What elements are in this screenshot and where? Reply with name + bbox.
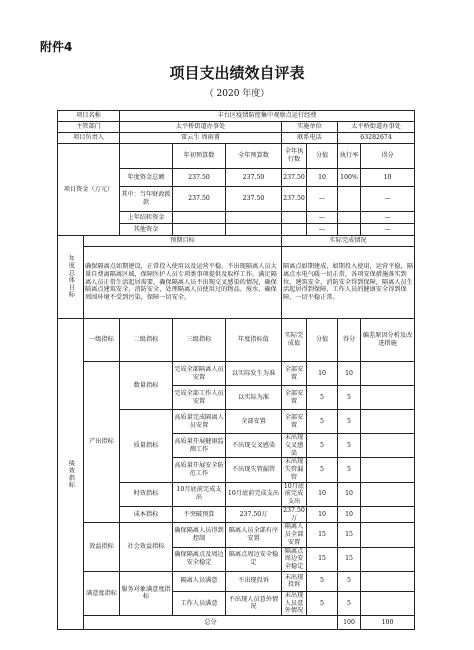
funds-score: 10 bbox=[361, 169, 415, 187]
deviation bbox=[361, 434, 415, 458]
funds-col-executed: 全年执行数 bbox=[282, 144, 307, 169]
actual: 未出现人员意外情况 bbox=[282, 591, 307, 615]
time-label: 时效指标 bbox=[120, 482, 173, 506]
satisfaction-label: 满意度指标 bbox=[84, 571, 120, 615]
target: 不出现失管漏管 bbox=[226, 458, 282, 482]
quantity-label: 数量指标 bbox=[120, 362, 173, 410]
funds-rate: 100% bbox=[338, 169, 361, 187]
actual: 隔离点周边安全稳定 bbox=[282, 547, 307, 571]
col-value: 分值 bbox=[307, 319, 338, 362]
target: 不出现人员意外情况 bbox=[226, 591, 282, 615]
funds-score-value: — bbox=[307, 187, 338, 212]
value: 10 bbox=[307, 362, 338, 386]
funds-annual: 237.50 bbox=[226, 169, 282, 187]
score: 5 bbox=[338, 386, 361, 410]
score: 5 bbox=[338, 434, 361, 458]
target: 不出现交叉感染 bbox=[226, 434, 282, 458]
goals-header-row bbox=[58, 236, 415, 247]
value: 5 bbox=[307, 458, 338, 482]
cost-label: 成本指标 bbox=[120, 506, 173, 523]
funds-score-value: — bbox=[307, 224, 338, 236]
funds-row-label: 其中：当年财政拨款 bbox=[120, 187, 173, 212]
funds-score-value: 10 bbox=[307, 169, 338, 187]
target: 不出现投诉 bbox=[226, 571, 282, 591]
target: 237.50万 bbox=[226, 506, 282, 523]
value: 5 bbox=[307, 410, 338, 434]
goals-section-label: 年度总体目标 bbox=[58, 236, 84, 319]
funds-score: — bbox=[361, 224, 415, 236]
total-label: 总分 bbox=[84, 616, 338, 630]
output-label: 产出指标 bbox=[84, 362, 120, 523]
target: 隔离点周边安全稳定 bbox=[226, 547, 282, 571]
dept-row bbox=[58, 122, 415, 133]
score: 10 bbox=[338, 506, 361, 523]
leader-row bbox=[58, 133, 415, 144]
actual: 未出现交叉感染 bbox=[282, 434, 307, 458]
value: 5 bbox=[307, 591, 338, 615]
score: 10 bbox=[338, 362, 361, 386]
actual: 全部安置 bbox=[282, 410, 307, 434]
deviation bbox=[361, 506, 415, 523]
leader: 雷云生 周雨甫 bbox=[120, 133, 282, 144]
score: 10 bbox=[338, 482, 361, 506]
funds-executed: 237.50 bbox=[282, 187, 307, 212]
l3: 不突破预算 bbox=[173, 506, 226, 523]
actual: 未出现投诉 bbox=[282, 571, 307, 591]
score: 15 bbox=[338, 547, 361, 571]
score: 5 bbox=[338, 458, 361, 482]
total-value: 100 bbox=[338, 616, 361, 630]
funds-annual: 237.50 bbox=[226, 187, 282, 212]
l3: 完成全部隔离人员安置 bbox=[173, 362, 226, 386]
funds-section-label: 项目资金（万元） bbox=[58, 144, 120, 236]
year-label: （ 2020 年度） bbox=[204, 89, 270, 99]
indicators-header-row bbox=[58, 319, 415, 362]
l3: 高质量开展安全防范工作 bbox=[173, 458, 226, 482]
actual: 未出现失管漏管 bbox=[282, 458, 307, 482]
deviation bbox=[361, 571, 415, 591]
funds-score: — bbox=[361, 187, 415, 212]
funds-row-label: 上年结转资金 bbox=[120, 212, 173, 224]
goals-actual-header: 实际完成情况 bbox=[282, 236, 415, 247]
funds-col-initial: 年初预算数 bbox=[173, 144, 226, 169]
funds-col-score-value: 分值 bbox=[307, 144, 338, 169]
actual: 10月底前完成支出 bbox=[282, 482, 307, 506]
funds-col-score: 得分 bbox=[361, 144, 415, 169]
goals-expected-header: 预期目标 bbox=[84, 236, 282, 247]
value: 5 bbox=[307, 386, 338, 410]
total-row bbox=[58, 616, 415, 630]
deviation bbox=[361, 458, 415, 482]
deviation bbox=[361, 591, 415, 615]
col-score: 得分 bbox=[338, 319, 361, 362]
annex-label: 附件4 bbox=[40, 40, 73, 54]
value: 10 bbox=[307, 482, 338, 506]
project-name-label: 项目名称 bbox=[58, 111, 120, 122]
l3: 确保隔离人员得到控制 bbox=[173, 523, 226, 547]
actual: 全部安置 bbox=[282, 386, 307, 410]
col-l3: 三级指标 bbox=[173, 319, 226, 362]
benefit-label: 效益指标 bbox=[84, 523, 120, 572]
funds-row-label: 年度资金总额 bbox=[120, 169, 173, 187]
funds-rate bbox=[338, 212, 361, 224]
funds-initial bbox=[173, 212, 226, 224]
l3: 确保隔离点及周边安全稳定 bbox=[173, 547, 226, 571]
dept-label: 主管部门 bbox=[58, 122, 120, 133]
score: 5 bbox=[338, 591, 361, 615]
phone: 63282674 bbox=[338, 133, 415, 144]
target: 以实际为准 bbox=[226, 386, 282, 410]
indicator-row bbox=[58, 571, 415, 591]
dept: 太平桥街道办事处 bbox=[120, 122, 282, 133]
deviation bbox=[361, 362, 415, 386]
l3: 10月底前完成支出 bbox=[173, 482, 226, 506]
score: 5 bbox=[338, 571, 361, 591]
funds-initial bbox=[173, 224, 226, 236]
l3: 隔离人员满意 bbox=[173, 571, 226, 591]
col-deviation: 偏差原因分析及改进措施 bbox=[361, 319, 415, 362]
funds-annual bbox=[226, 212, 282, 224]
impl-unit: 太平桥街道办事处 bbox=[338, 122, 415, 133]
actual: 隔离人员全部安置 bbox=[282, 523, 307, 547]
score: 5 bbox=[338, 410, 361, 434]
l3: 高质量开展健康监测工作 bbox=[173, 434, 226, 458]
deviation bbox=[361, 410, 415, 434]
value: 15 bbox=[307, 547, 338, 571]
deviation bbox=[361, 547, 415, 571]
funds-executed: 237.50 bbox=[282, 169, 307, 187]
service-label: 服务对象满意度指标 bbox=[120, 571, 173, 615]
funds-header-row bbox=[58, 144, 415, 169]
quality-label: 质量指标 bbox=[120, 410, 173, 483]
project-name: 丰台区疫情防控集中观察点运行经费 bbox=[120, 111, 415, 122]
funds-score-value: — bbox=[307, 212, 338, 224]
value: 15 bbox=[307, 523, 338, 547]
col-l1: 一级指标 bbox=[84, 319, 120, 362]
deviation bbox=[361, 386, 415, 410]
indicators-section-label: 绩效指标 bbox=[58, 319, 84, 630]
target: 以实际发生为准 bbox=[226, 362, 282, 386]
l3: 工作人员满意 bbox=[173, 591, 226, 615]
funds-annual bbox=[226, 224, 282, 236]
funds-rate bbox=[338, 224, 361, 236]
target: 全部安置 bbox=[226, 410, 282, 434]
goals-actual-text: 隔离点如期建成，如期投入使用，运营平稳，隔离点水电气暖一切正常，各项安保措施落实到位，建筑安全，消防安全得到保障，隔离人员生活起居得到保障，工作人员的健康安全得到保障，一切平稳正常。 bbox=[282, 247, 415, 319]
leader-label: 项目负责人 bbox=[58, 133, 120, 144]
impl-unit-label: 实施单位 bbox=[282, 122, 338, 133]
l3: 高质量完成隔离人员安置 bbox=[173, 410, 226, 434]
funds-row-label: 其他资金 bbox=[120, 224, 173, 236]
value: 5 bbox=[307, 434, 338, 458]
col-actual: 实际完成值 bbox=[282, 319, 307, 362]
target: 隔离人员全部有序安置 bbox=[226, 523, 282, 547]
deviation bbox=[361, 482, 415, 506]
funds-initial: 237.50 bbox=[173, 187, 226, 212]
actual: 全部安置 bbox=[282, 362, 307, 386]
indicator-row bbox=[58, 362, 415, 386]
evaluation-table bbox=[57, 110, 415, 630]
funds-executed bbox=[282, 212, 307, 224]
social-label: 社会效益指标 bbox=[120, 523, 173, 572]
goals-expected-text: 确保隔离点如期建设，正常投入使用以及运营平稳，不出现隔离人员大量自费离隔离区域，保障医护人员专项类事项提供及取样工作，满足隔离人员正常生活起居需要，确保隔离人员不出现交叉感染的情况，确保隔离点建筑安全，消防安全，处理隔离人员使用过的物品、废水，确保周围环境不受到污染，保障一切安全。 bbox=[84, 247, 282, 319]
funds-rate bbox=[338, 187, 361, 212]
project-name-row bbox=[58, 111, 415, 122]
funds-executed bbox=[282, 224, 307, 236]
deviation bbox=[361, 523, 415, 547]
funds-initial: 237.50 bbox=[173, 169, 226, 187]
target: 10月底前完成支出 bbox=[226, 482, 282, 506]
phone-label: 联系电话 bbox=[282, 133, 338, 144]
funds-col-annual: 全年预算数 bbox=[226, 144, 282, 169]
value: 5 bbox=[307, 571, 338, 591]
total-score: 100 bbox=[361, 616, 415, 630]
l3: 完成全部工作人员安置 bbox=[173, 386, 226, 410]
value: 10 bbox=[307, 506, 338, 523]
funds-header-blank bbox=[120, 144, 173, 169]
funds-col-rate: 执行率 bbox=[338, 144, 361, 169]
funds-score: — bbox=[361, 212, 415, 224]
score: 15 bbox=[338, 523, 361, 547]
col-l2: 二级指标 bbox=[120, 319, 173, 362]
col-target: 年度指标值 bbox=[226, 319, 282, 362]
goals-text-row bbox=[58, 247, 415, 319]
indicator-row bbox=[58, 523, 415, 547]
actual: 237.50万 bbox=[283, 506, 305, 522]
page-title: 项目支出绩效自评表 bbox=[169, 64, 305, 82]
